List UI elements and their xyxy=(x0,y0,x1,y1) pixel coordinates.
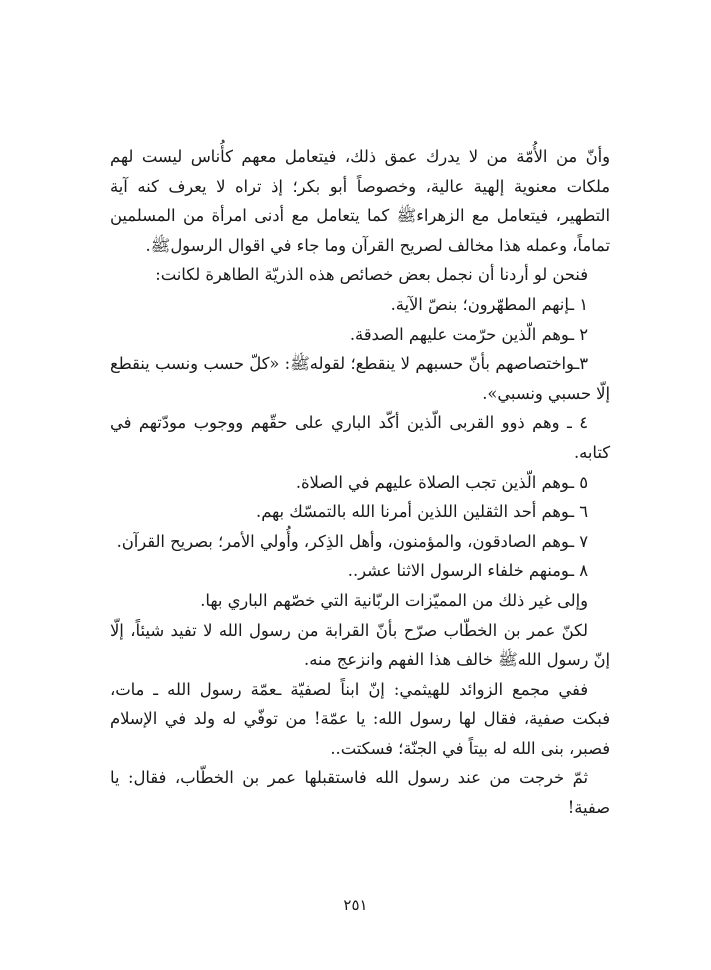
paragraph-safiya: ثمّ خرجت من عند رسول الله فاستقبلها عمر بن الخطّاب، فقال: يا صفية! xyxy=(110,768,610,818)
list-item-6: ٦ ـوهم أحد الثقلين اللذين أمرنا الله بالتمسّك بهم. xyxy=(256,502,588,522)
paragraph-intro: وأنّ من الأُمّة من لا يدرك عمق ذلك، فيتعامل معهم كأُناس ليست لهم ملكات معنوية إلهية عالية، وخصوصاً أبو بكر؛ إذ تراه لا يعرف كنه آية التطهير، فيتعامل مع الزهراءﷺ كما يتعامل مع أدنى امرأة من المسلمين تماماً، وعمله هذا مخالف لصريح القرآن وما جاء في اقوال الرسولﷺ. xyxy=(110,147,610,255)
paragraph-majma: ففي مجمع الزوائد للهيثمي: إنّ ابناً لصفيّة ـعمّة رسول الله ـ مات، فبكت صفية، فقال لها رسول الله: يا عمّة! من توفّي له ولد في الإسلام فصبر، بنى الله له بيتاً في الجنّة؛ فسكتت.. xyxy=(110,679,610,758)
page-number: ٢٥١ xyxy=(343,896,368,914)
list-item-4: ٤ ـ وهم ذوو القربى الّذين أكّد الباري على حقّهم ووجوب مودّتهم في كتابه. xyxy=(110,413,610,462)
body-text xyxy=(110,142,610,823)
paragraph-umar: لكنّ عمر بن الخطّاب صرّح بأنّ القرابة من رسول الله لا تفيد شيئاً، إلّا إنّ رسول اللهﷺ خالف هذا الفهم وانزعج منه. xyxy=(110,620,610,670)
list-item-3: ٣ـواختصاصهم بأنّ حسبهم لا ينقطع؛ لقولهﷺ: «كلّ حسب ونسب ينقطع إلّا حسبي ونسبي». xyxy=(110,354,610,403)
paragraph-lead-in: فنحن لو أردنا أن نجمل بعض خصائص هذه الذريّة الطاهرة لكانت: xyxy=(155,265,588,285)
list-item-8: ٨ ـومنهم خلفاء الرسول الاثنا عشر.. xyxy=(347,561,588,581)
paragraph-summary: وإلى غير ذلك من المميّزات الربّانية التي خصّهم الباري بها. xyxy=(200,590,588,610)
list-item-5: ٥ ـوهم الّذين تجب الصلاة عليهم في الصلاة. xyxy=(295,472,588,492)
list-item-1: ١ ـإنهم المطهّرون؛ بنصّ الآية. xyxy=(390,294,588,314)
list-item-2: ٢ ـوهم الّذين حرّمت عليهم الصدقة. xyxy=(349,324,588,344)
list-item-7: ٧ ـوهم الصادقون، والمؤمنون، وأهل الذِكر، وأُولي الأمر؛ بصريح القرآن. xyxy=(116,531,588,551)
